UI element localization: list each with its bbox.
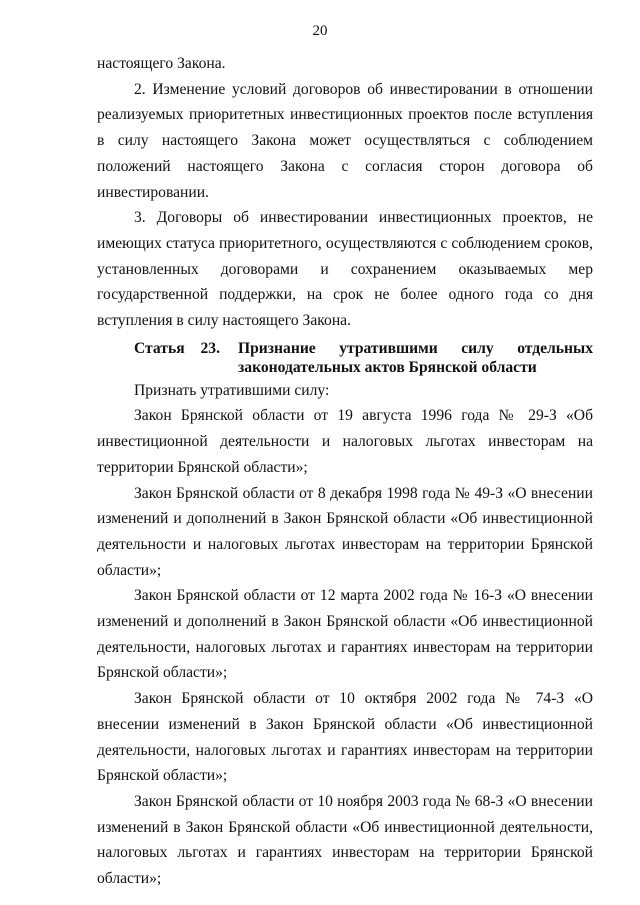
law-item-4: Закон Брянской области от 10 октября 2002 года № 74-З «О внесении изменений в Закон Брянской области «Об инвестиционной деятельности, налоговых льготах и гарантиях инвесторам на территории Брянской области»; xyxy=(97,690,593,785)
article-title xyxy=(238,339,593,377)
article-label xyxy=(97,339,238,377)
article-title-line-2: законодательных актов Брянской области xyxy=(238,358,537,376)
article-title-line-1: Признание утратившими силу отдельных xyxy=(238,339,593,357)
page-number: 20 xyxy=(312,23,328,39)
document-body xyxy=(97,51,593,892)
article-label-word: Статья xyxy=(134,339,185,357)
paragraph-continuation: настоящего Закона. xyxy=(97,55,226,72)
paragraph-item-3: 3. Договоры об инвестировании инвестиционных проектов, не имеющих статуса приоритетного, осуществляются с соблюдением сроков, установленных договорами и сохранением оказываемых мер государственной поддержки, на срок не более одного года со дня вступления в силу настоящего Закона. xyxy=(97,209,593,330)
law-item-2: Закон Брянской области от 8 декабря 1998 года № 49-З «О внесении изменений и дополнений в Закон Брянской области «Об инвестиционной деятельности и налоговых льготах инвесторам на территории Брянской области»; xyxy=(97,484,593,579)
law-item-1: Закон Брянской области от 19 августа 1996 года № 29-З «Об инвестиционной деятельности и налоговых льготах инвесторам на территории Брянской области»; xyxy=(97,407,593,476)
article-heading xyxy=(97,339,593,377)
law-item-5: Закон Брянской области от 10 ноября 2003 года № 68-З «О внесении изменений в Закон Брянской области «Об инвестиционной деятельности, налоговых льготах и гарантиях инвесторам на территории Брянской области»; xyxy=(97,792,593,888)
paragraph-item-2: 2. Изменение условий договоров об инвестировании в отношении реализуемых приоритетных инвестиционных проектов после вступления в силу настоящего Закона может осуществляться с соблюдением положений настоящего Закона с согласия сторон договора об инвестировании. xyxy=(97,80,593,201)
article-label-number: 23. xyxy=(200,339,220,357)
law-item-3: Закон Брянской области от 12 марта 2002 года № 16-З «О внесении изменений и дополнений в Закон Брянской области «Об инвестиционной деятельности, налоговых льготах и гарантиях инвесторам на территории Брянской области»; xyxy=(97,587,593,682)
repeal-intro: Признать утратившими силу: xyxy=(134,381,330,399)
